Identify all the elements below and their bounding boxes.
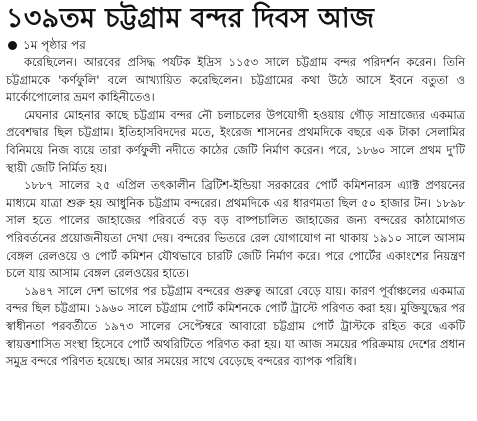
paragraph-4: ১৯৪৭ সালে দেশ ভাগের পর চট্টগ্রাম বন্দরের গুরুত্ব আরো বেড়ে যায়। কারণ পূর্বাঞ্চলের একমাত্র বন্দর ছিল চট্টগ্রাম। ১৯৬০ সালে চট্টগ্রাম পোর্ট কমিশনকে পোর্ট ট্রাস্টে পরিণত করা হয়। মুক্তিযুদ্ধের পর স্বাধীনতা পরবর্তীতে ১৯৭৩ সালের সেপ্টেম্বরে আবারো চট্টগ্রাম পোর্ট ট্রাস্টকে রহিত করে একটি স্বায়ত্তশাসিত সংস্থা হিসেবে পোর্ট অথরিটিতে পরিণত করা হয়। যা আজ সময়ের পরিক্রমায় দেশের প্রধান সমুদ্র বন্দরে পরিণত হয়েছে। আর সময়ের সাথে বেড়েছে বন্দরের ব্যাপক পরিধি। — [6, 283, 465, 369]
paragraph-3: ১৮৮৭ সালের ২৫ এপ্রিল তৎকালীন ব্রিটিশ-ইন্ডিয়া সরকারের পোর্ট কমিশনারস এ্যাক্ট প্রণয়নের মাধ্যমে যাত্রা শুরু হয় আধুনিক চট্টগ্রাম বন্দরের। প্রথমদিকে এর ধারণমতা ছিল ৫০ হাজার টন। ১৮৯৮ সাল হতে পালের জাহাজের পরিবর্তে বড় বড় বাষ্পচালিত জাহাজের জন্য বন্দরের কাঠামোগত পরিবর্তনের প্রয়োজনীয়তা দেখা দেয়। বন্দরের ভিতরে রেল যোগাযোগ না থাকায় ১৯১০ সালে আসাম বেঙ্গল রেলওয়ে ও পোর্ট কমিশন যৌথভাবে চারটি জেটি নির্মাণ করে। পরে পোর্টের একাংশের নিয়ন্ত্রণ চলে যায় আসাম বেঙ্গল রেলওয়ের হাতে। — [6, 178, 465, 281]
paragraph-1: করেছিলেন। আরবের প্রসিদ্ধ পর্যটক ইদ্রিস ১১৫৩ সালে চট্টগ্রাম বন্দর পরিদর্শন করেন। তিনি চট্টগ্রামকে 'কর্ণফুলি' বলে আখ্যায়িত করেছিলেন। চট্টগ্রামের কথা উঠে আসে ইবনে বতুতা ও মার্কোপোলোর ভ্রমণ কাহিনীতেও। — [6, 55, 465, 105]
continuation-note — [8, 38, 473, 53]
paragraph-2: মেঘনার মোহনার কাছে চট্টগ্রাম বন্দর নৌ চলাচলের উপযোগী হওয়ায় গৌড় সাম্রাজ্যের একমাত্র প্রবেশদ্বার ছিল চট্টগ্রাম। ইতিহাসবিদদের মতে, ইংরেজ শাসনের প্রথমদিকে বছরে এক টাকা সেলামির বিনিময়ে নিজ ব্যয়ে তারা কর্ণফুলী নদীতে কাঠের জেটি নির্মাণ করেন। পরে, ১৮৬০ সালে প্রথম দু'টি স্থায়ী জেটি নির্মিত হয়। — [6, 107, 465, 175]
headline: ১৩৯তম চট্টগ্রাম বন্দর দিবস আজ — [6, 3, 375, 34]
article-body — [6, 54, 473, 371]
continuation-label: ১ম পৃষ্ঠার পর — [23, 38, 86, 52]
bullet-icon — [8, 41, 17, 50]
